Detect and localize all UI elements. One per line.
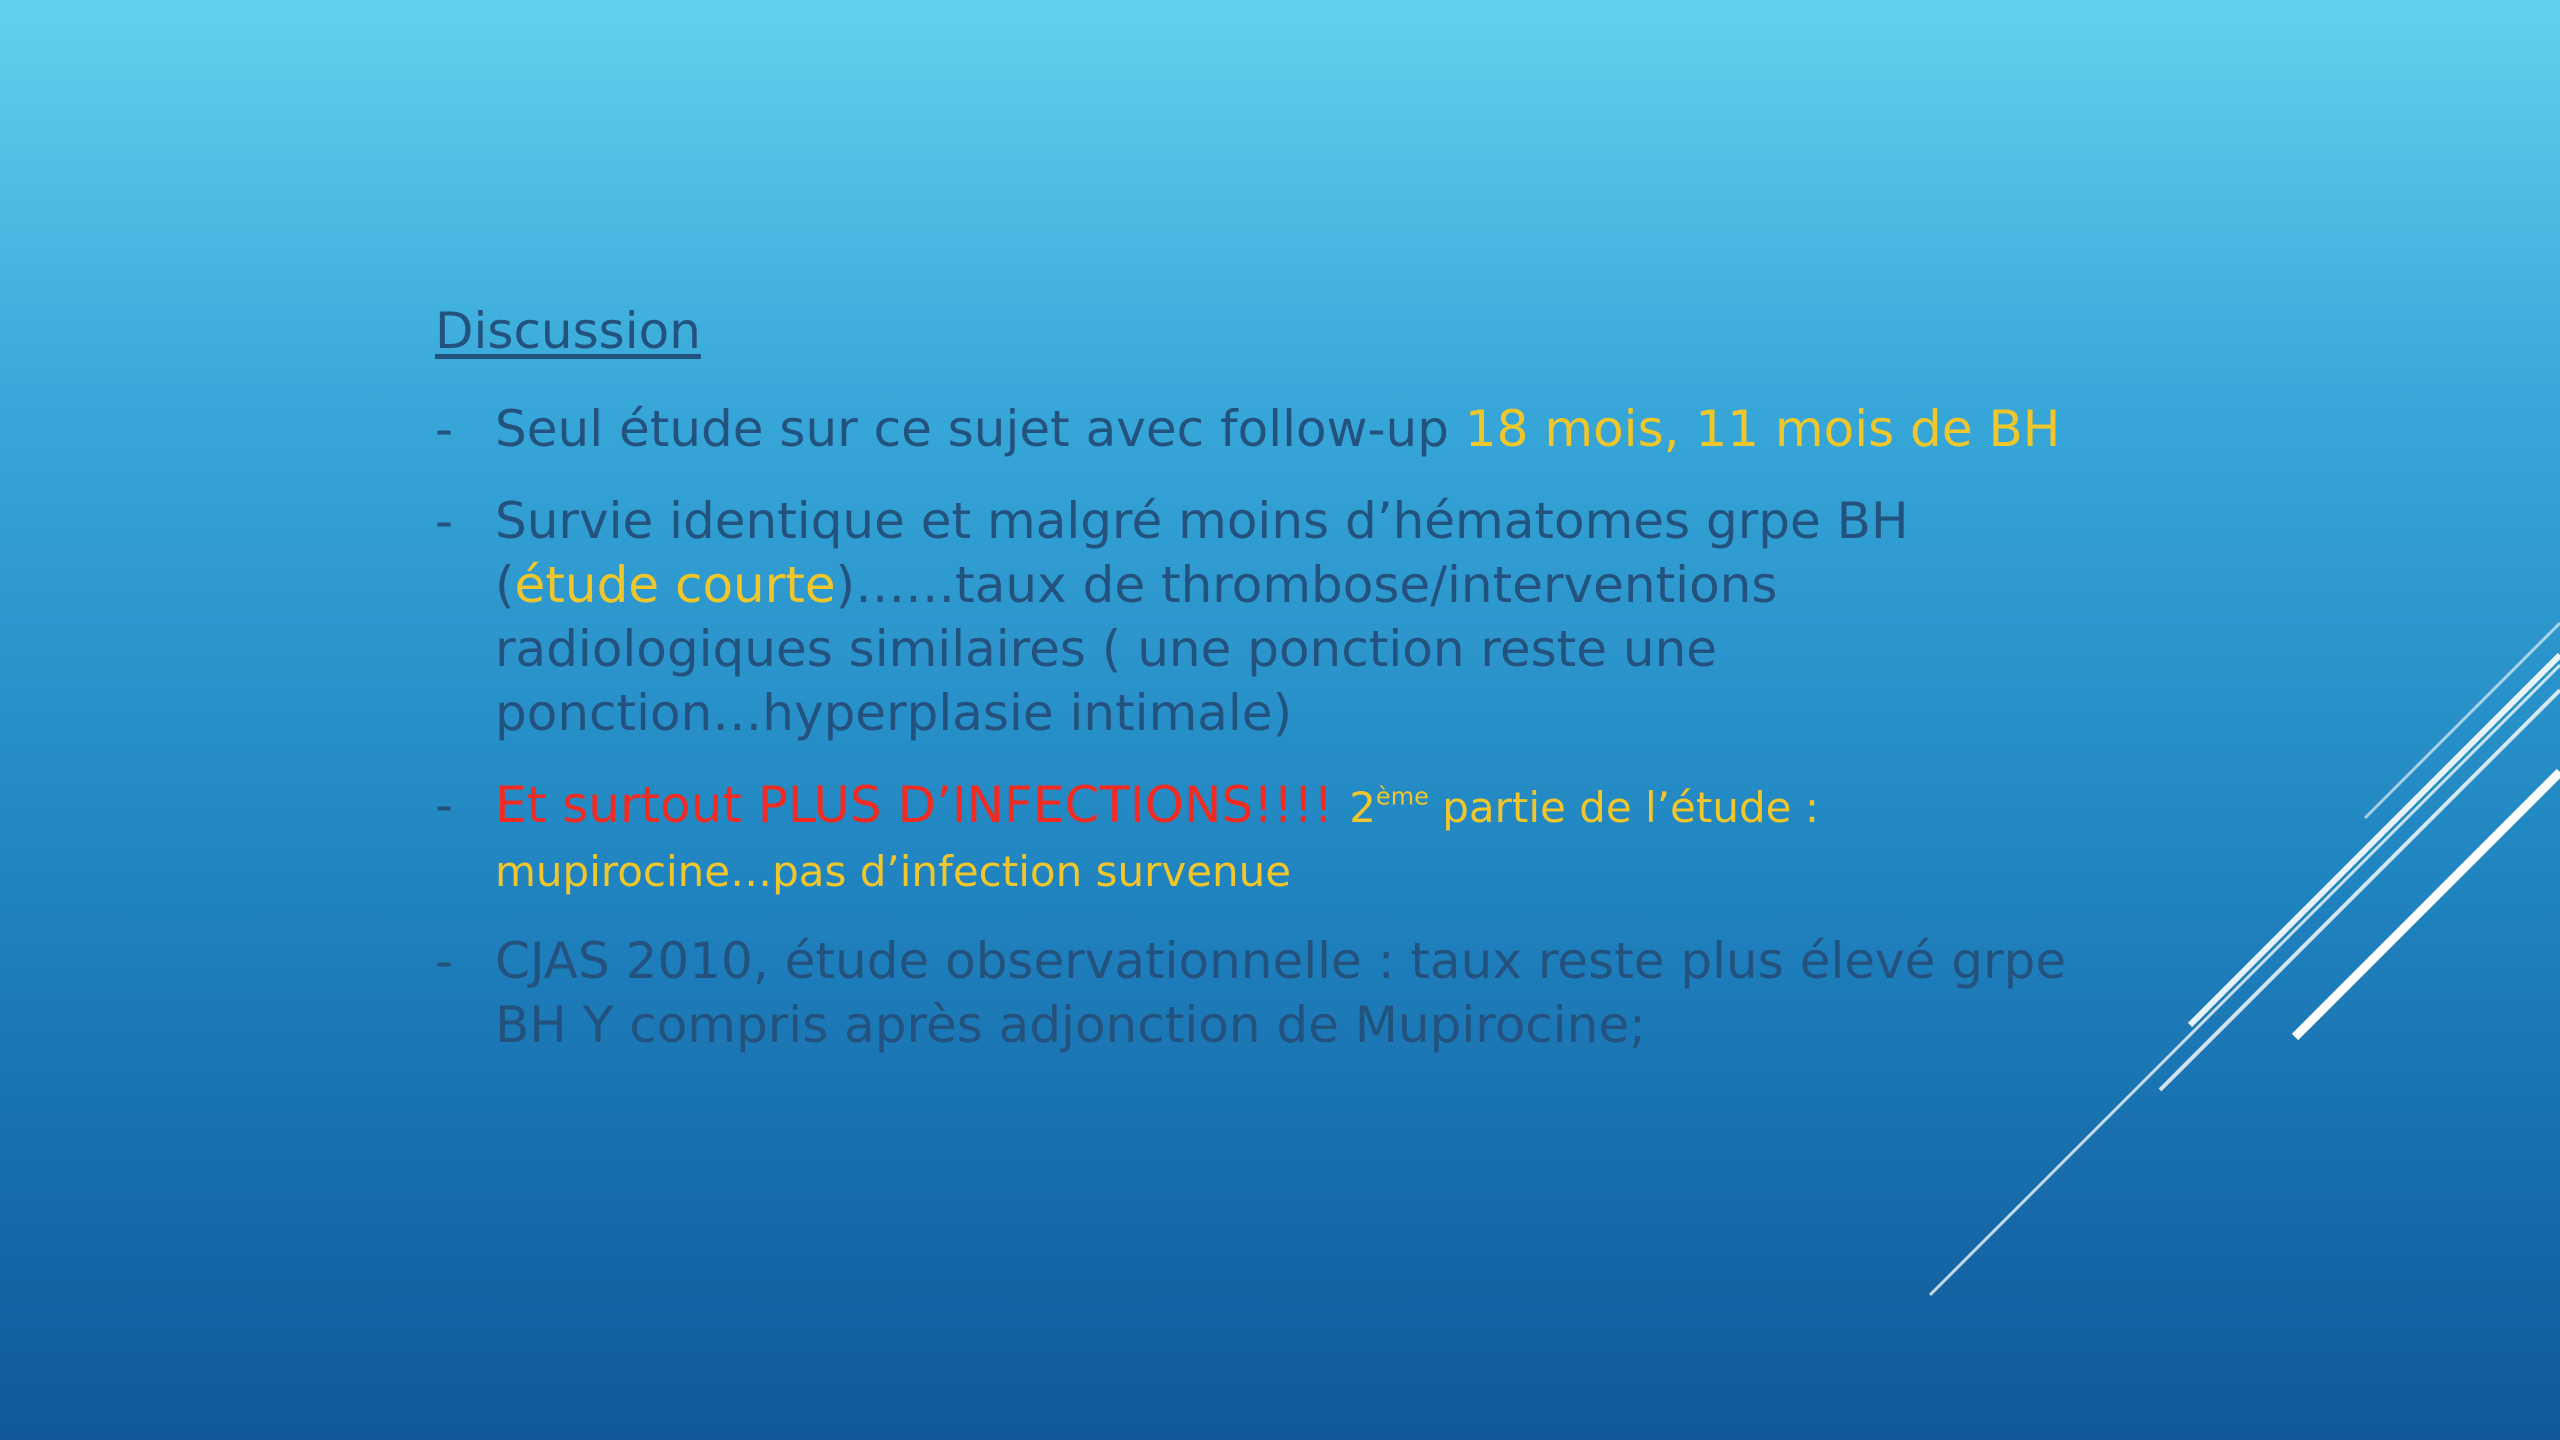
bullet-3-red-text: Et surtout PLUS D’INFECTIONS!!!! — [495, 776, 1350, 834]
bullet-3 — [435, 773, 2155, 901]
bullet-4-line-2: BH Y compris après adjonction de Mupirocine; — [495, 996, 1646, 1054]
bullet-2-line-1: Survie identique et malgré moins d’hématomes grpe BH — [495, 492, 1909, 550]
bullet-2-line-3: radiologiques similaires ( une ponction reste une — [495, 620, 1718, 678]
bullet-dash: - — [435, 776, 454, 834]
bullet-4 — [435, 929, 2155, 1057]
bullet-2-line-4: ponction…hyperplasie intimale) — [495, 684, 1293, 742]
bullet-2-highlight: étude courte — [514, 556, 836, 614]
bullet-3-yellow-after: partie de l’étude : — [1428, 783, 1819, 832]
decor-line-3 — [2190, 655, 2560, 1025]
bullet-3-yellow-pre: 2 — [1349, 783, 1376, 832]
decor-line-2 — [2160, 690, 2560, 1090]
bullet-2 — [435, 489, 2155, 745]
bullet-2-open-paren: ( — [495, 556, 515, 614]
bullet-1-text: Seul étude sur ce sujet avec follow-up — [495, 400, 1465, 458]
bullet-3-yellow-line-2: mupirocine…pas d’infection survenue — [495, 847, 1292, 896]
bullet-3-superscript: ème — [1375, 782, 1429, 811]
bullet-1-highlight: 18 mois, 11 mois de BH — [1464, 400, 2061, 458]
bullet-dash: - — [435, 932, 454, 990]
decor-line-4 — [2295, 772, 2560, 1037]
bullet-dash: - — [435, 492, 454, 550]
slide-content — [435, 304, 2155, 1085]
slide-title: Discussion — [435, 302, 701, 360]
bullet-1 — [435, 397, 2155, 461]
bullet-2-line-2-rest: )……taux de thrombose/interventions — [835, 556, 1778, 614]
bullet-4-line-1: CJAS 2010, étude observationnelle : taux reste plus élevé grpe — [495, 932, 2067, 990]
bullet-dash: - — [435, 400, 454, 458]
